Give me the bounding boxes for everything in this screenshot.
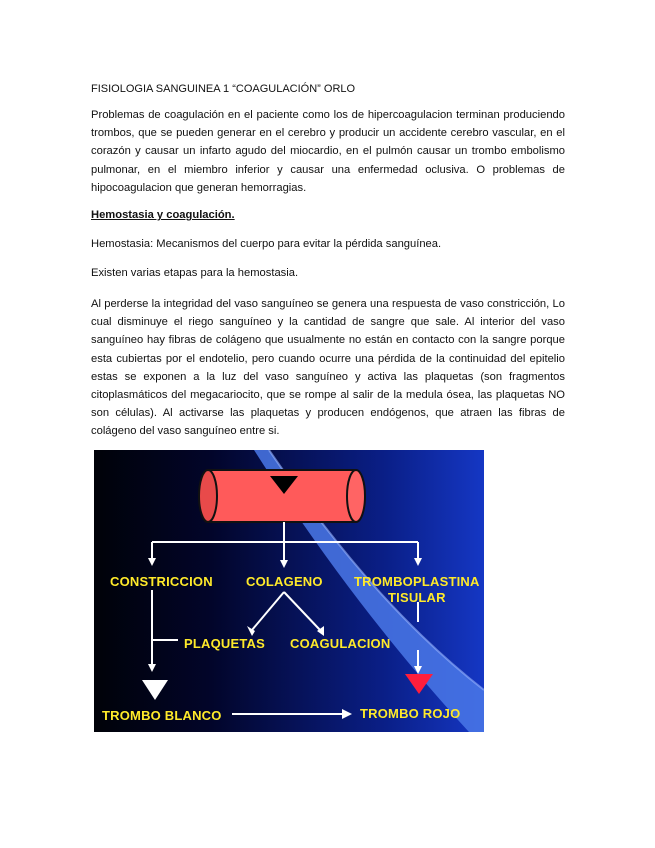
arrowhead-icon — [148, 664, 156, 672]
hemostasis-diagram — [94, 450, 484, 732]
arrowhead-icon — [342, 709, 352, 719]
label-tromboplastina: TROMBOPLASTINA — [354, 574, 480, 589]
label-trombo-rojo: TROMBO ROJO — [360, 706, 461, 721]
stages-note: Existen varias etapas para la hemostasia. — [91, 267, 299, 279]
section-heading: Hemostasia y coagulación. — [91, 209, 235, 221]
arrowhead-icon — [148, 558, 156, 566]
label-trombo-blanco: TROMBO BLANCO — [102, 708, 222, 723]
hemostasis-definition: Hemostasia: Mecanismos del cuerpo para evitar la pérdida sanguínea. — [91, 238, 442, 250]
label-tisular: TISULAR — [388, 590, 446, 605]
document-title: FISIOLOGIA SANGUINEA 1 “COAGULACIÓN” ORLO — [91, 83, 356, 95]
arrowhead-icon — [280, 560, 288, 568]
label-constriccion: CONSTRICCION — [110, 574, 213, 589]
paragraph-hypercoagulation: Problemas de coagulación en el paciente como los de hipercoagulacion terminan produciendo trombos, que se pueden generar en el cerebro y producir un accidente cerebro vascular, en el corazón y causar un infarto agudo del miocardio, en el pulmón causar un trombo embolismo pulmonar, en el miembro inferior y causar una enfermedad oclusiva. O problemas de hipocoagulacion que generan hemorragias. — [91, 109, 565, 194]
arrowhead-icon — [414, 558, 422, 566]
label-plaquetas: PLAQUETAS — [184, 636, 266, 651]
blood-vessel-icon — [199, 470, 365, 522]
paragraph-vessel-response: Al perderse la integridad del vaso sanguíneo se genera una respuesta de vaso constricción, Lo cual disminuye el riego sanguíneo y la cantidad de sangre que sale. Al interior del vaso sanguíneo hay fibras de colágeno que usualmente no están en contacto con la sangre porque esta cubiertas por el endotelio, pero cuando ocurre una pérdida de la continuidad del epitelio estas se exponen a la luz del vaso sanguíneo y activa las plaquetas (son fragmentos citoplasmáticos del megacariocito, que se rompe al salir de la medula ósea, las plaquetas NO son células). Al activarse las plaquetas y producen endógenos, que atraen las fibras de colágeno del vaso sanguíneo entre si. — [91, 298, 565, 438]
label-colageno: COLAGENO — [246, 574, 323, 589]
white-thrombus-triangle-icon — [142, 680, 168, 700]
label-coagulacion: COAGULACION — [290, 636, 391, 651]
